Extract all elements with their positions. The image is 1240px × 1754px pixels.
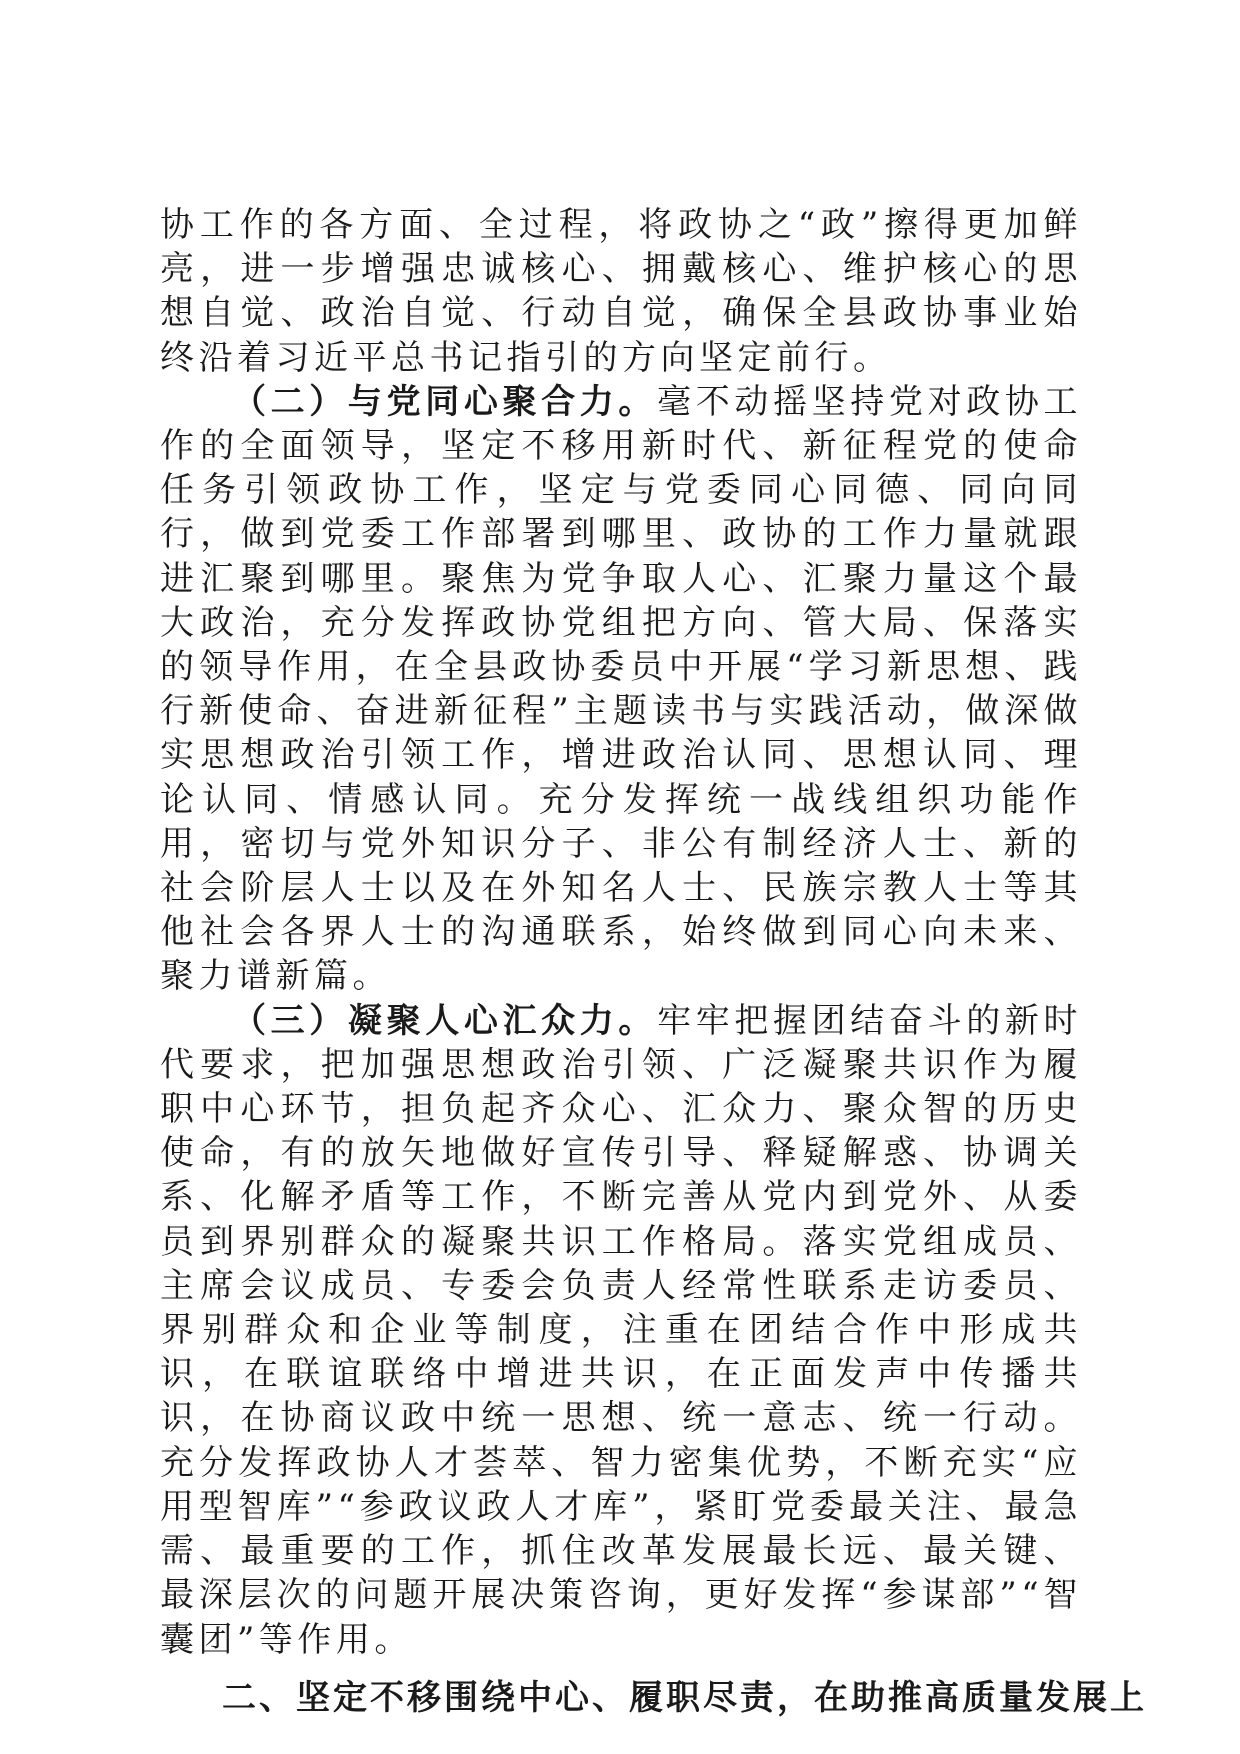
paragraph-section-3	[160, 999, 1082, 1662]
paragraph-3-body: 牢牢把握团结奋斗的新时代要求，把加强思想政治引领、广泛凝聚共识作为履职中心环节，担负起齐众心、汇众力、聚众智的历史使命，有的放矢地做好宣传引导、释疑解惑、协调关系、化解矛盾等工作，不断完善从党内到党外、从委员到界别群众的凝聚共识工作格局。落实党组成员、主席会议成员、专委会负责人经常性联系走访委员、界别群众和企业等制度，注重在团结合作中形成共识，在联谊联络中增进共识，在正面发声中传播共识，在协商议政中统一思想、统一意志、统一行动。充分发挥政协人才荟萃、智力密集优势，不断充实“应用型智库”“参政议政人才库”，紧盯党委最关注、最急需、最重要的工作，抓住改革发展最长远、最关键、最深层次的问题开展决策咨询，更好发挥“参谋部”“智囊团”等作用。	[160, 1000, 1083, 1660]
document-page	[160, 203, 1147, 1720]
paragraph-continued	[160, 203, 1082, 380]
paragraph-1-body: 协工作的各方面、全过程，将政协之“政”擦得更加鲜亮，进一步增强忠诚核心、拥戴核心、维护核心的思想自觉、政治自觉、行动自觉，确保全县政协事业始终沿着习近平总书记指引的方向坚定前行。	[160, 205, 1082, 378]
section-heading: 二、坚定不移围绕中心、履职尽责，在助推高质量发展上	[222, 1677, 1147, 1718]
paragraph-2-lead: （二）与党同心聚合力。	[232, 381, 658, 422]
paragraph-3-lead: （三）凝聚人心汇众力。	[232, 1000, 658, 1041]
paragraph-2-body: 毫不动摇坚持党对政协工作的全面领导，坚定不移用新时代、新征程党的使命任务引领政协工作，坚定与党委同心同德、同向同行，做到党委工作部署到哪里、政协的工作力量就跟进汇聚到哪里。聚焦为党争取人心、汇聚力量这个最大政治，充分发挥政协党组把方向、管大局、保落实的领导作用，在全县政协委员中开展“学习新思想、践行新使命、奋进新征程”主题读书与实践活动，做深做实思想政治引领工作，增进政治认同、思想认同、理论认同、情感认同。充分发挥统一战线组织功能作用，密切与党外知识分子、非公有制经济人士、新的社会阶层人士以及在外知名人士、民族宗教人士等其他社会各界人士的沟通联系，始终做到同心向未来、聚力谱新篇。	[160, 381, 1083, 997]
paragraph-section-2	[160, 380, 1082, 999]
